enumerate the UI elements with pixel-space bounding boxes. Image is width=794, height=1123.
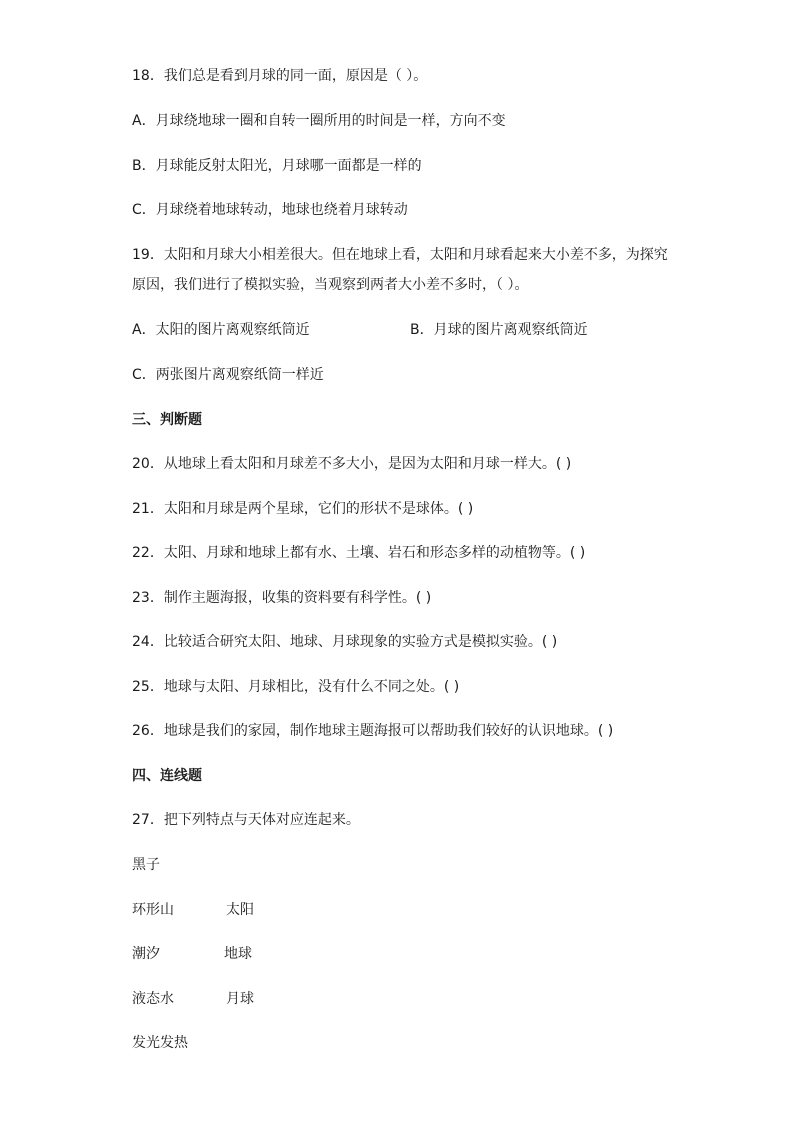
q19-option-c: C．两张图片离观察纸筒一样近 xyxy=(132,367,324,383)
q20-judgement-item: 20．从地球上看太阳和月球差不多大小，是因为太阳和月球一样大。( ) xyxy=(132,456,572,472)
q18-option-c: C．月球绕着地球转动，地球也绕着月球转动 xyxy=(132,202,408,218)
q19-stem-line2: 原因，我们进行了模拟实验，当观察到两者大小差不多时，（ ）。 xyxy=(132,277,529,293)
q23-judgement-item: 23．制作主题海报，收集的资料要有科学性。( ) xyxy=(132,590,432,606)
match-right-item: 月球 xyxy=(226,991,254,1007)
q19-option-b: B．月球的图片离观察纸筒近 xyxy=(410,322,588,338)
q24-judgement-item: 24．比较适合研究太阳、地球、月球现象的实验方式是模拟实验。( ) xyxy=(132,634,558,650)
q25-judgement-item: 25．地球与太阳、月球相比，没有什么不同之处。( ) xyxy=(132,679,460,695)
q26-judgement-item: 26．地球是我们的家园，制作地球主题海报可以帮助我们较好的认识地球。( ) xyxy=(132,723,614,739)
match-left-item: 潮汐 xyxy=(132,946,160,962)
q27-stem: 27．把下列特点与天体对应连起来。 xyxy=(132,812,360,828)
q22-judgement-item: 22．太阳、月球和地球上都有水、土壤、岩石和形态多样的动植物等。( ) xyxy=(132,545,586,561)
match-left-item: 环形山 xyxy=(132,902,174,918)
match-left-item: 发光发热 xyxy=(132,1035,188,1051)
match-right-item: 太阳 xyxy=(226,902,254,918)
q18-stem: 18．我们总是看到月球的同一面，原因是（ ）。 xyxy=(132,68,428,84)
match-right-item: 地球 xyxy=(224,946,252,962)
match-left-item: 黑子 xyxy=(132,857,160,873)
q18-option-b: B．月球能反射太阳光，月球哪一面都是一样的 xyxy=(132,158,422,174)
q19-option-a: A．太阳的图片离观察纸筒近 xyxy=(132,322,310,338)
section-title-judgement: 三、判断题 xyxy=(132,412,202,428)
match-left-item: 液态水 xyxy=(132,991,174,1007)
q19-stem-line1: 19．太阳和月球大小相差很大。但在地球上看，太阳和月球看起来大小差不多，为探究 xyxy=(132,247,668,263)
section-title-matching: 四、连线题 xyxy=(132,768,202,784)
q18-option-a: A．月球绕地球一圈和自转一圈所用的时间是一样，方向不变 xyxy=(132,113,506,129)
q21-judgement-item: 21．太阳和月球是两个星球，它们的形状不是球体。( ) xyxy=(132,501,474,517)
